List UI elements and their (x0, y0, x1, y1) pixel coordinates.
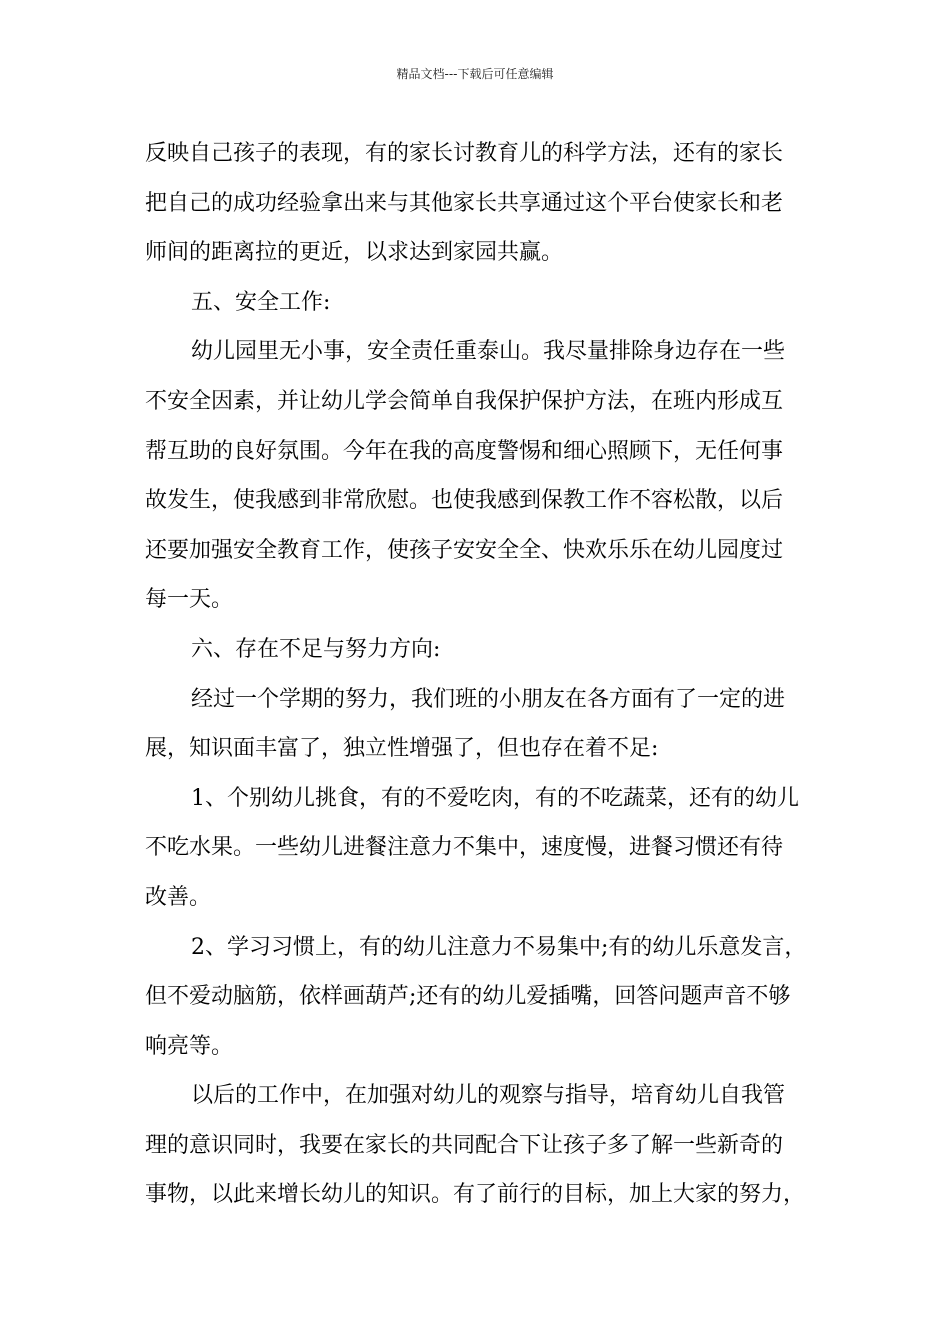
text-line: 展，知识面丰富了，独立性增强了，但也存在着不足: (145, 736, 659, 762)
text-line: 响亮等。 (145, 1033, 234, 1059)
text-line: 幼儿园里无小事，安全责任重泰山。我尽量排除身边存在一些 (191, 339, 786, 365)
text-line: 改善。 (145, 884, 212, 910)
text-line: 以后的工作中，在加强对幼儿的观察与指导，培育幼儿自我管 (191, 1083, 786, 1109)
document-body (145, 129, 835, 1220)
text-line: 师间的距离拉的更近，以求达到家园共赢。 (145, 240, 564, 266)
section-heading-shortcomings: 六、存在不足与努力方向: (191, 636, 441, 662)
text-line: 事物，以此来增长幼儿的知识。有了前行的目标，加上大家的努力， (145, 1182, 806, 1208)
text-line: 还要加强安全教育工作，使孩子安安全全、快欢乐乐在幼儿园度过 (145, 537, 784, 563)
text-line: 反映自己孩子的表现，有的家长讨教育儿的科学方法，还有的家长 (145, 141, 784, 166)
text-line: 但不爱动脑筋，依样画葫芦;还有的幼儿爱插嘴，回答问题声音不够 (145, 984, 791, 1010)
text-line: 每一天。 (145, 587, 234, 613)
text-line: 故发生，使我感到非常欣慰。也使我感到保教工作不容松散，以后 (145, 488, 784, 514)
text-line: 经过一个学期的努力，我们班的小朋友在各方面有了一定的进 (191, 686, 786, 712)
text-line: 不安全因素，并让幼儿学会简单自我保护保护方法，在班内形成互 (145, 388, 784, 414)
list-item: 2、学习习惯上，有的幼儿注意力不易集中;有的幼儿乐意发言， (191, 934, 807, 960)
text-line: 帮互助的良好氛围。今年在我的高度警惕和细心照顾下，无任何事 (145, 438, 784, 464)
text-line: 理的意识同时，我要在家长的共同配合下让孩子多了解一些新奇的 (145, 1132, 784, 1158)
text-line: 把自己的成功经验拿出来与其他家长共享通过这个平台使家长和老 (145, 190, 784, 216)
page-header: 精品文档---下载后可任意编辑 (396, 67, 554, 81)
list-item: 1、个别幼儿挑食，有的不爱吃肉，有的不吃蔬菜，还有的幼儿 (191, 785, 799, 811)
section-heading-safety: 五、安全工作: (191, 289, 331, 315)
text-line: 不吃水果。一些幼儿进餐注意力不集中，速度慢，进餐习惯还有待 (145, 835, 784, 861)
